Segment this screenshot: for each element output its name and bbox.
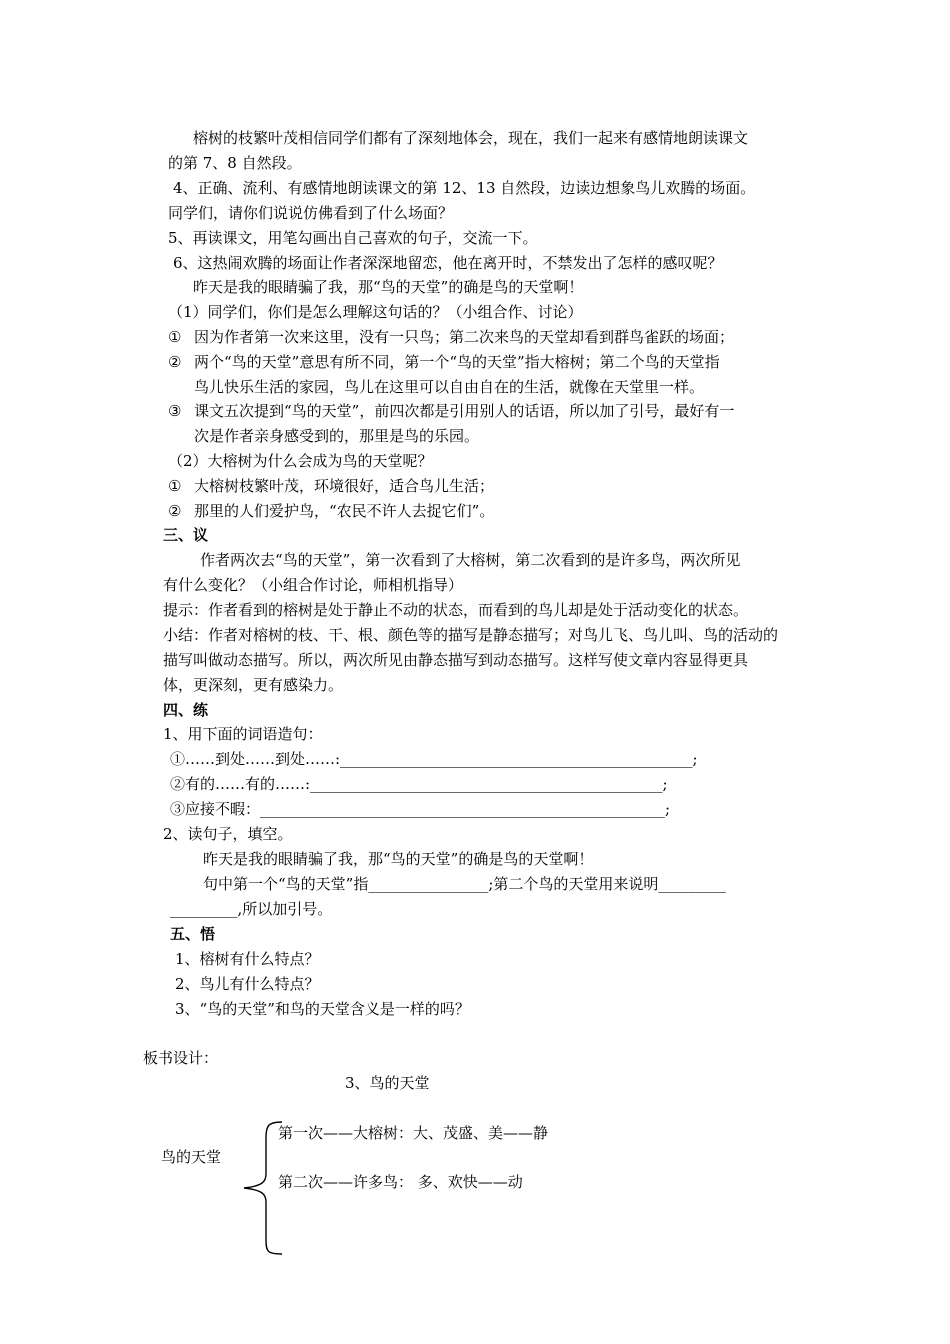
item5: 5、再读课文，用笔勾画出自己喜欢的句子，交流一下。 (168, 229, 538, 247)
q1-answer-2 (168, 352, 720, 372)
section4-heading: 四、练 (163, 701, 209, 719)
section5-heading: 五、悟 (170, 925, 216, 943)
exercise2-title: 2、读句子，填空。 (163, 825, 293, 843)
section3-hint: 提示：作者看到的榕树是处于静止不动的状态，而看到的鸟儿却是处于活动变化的状态。 (163, 601, 749, 619)
exercise1-sentence3: ③应接不暇：______________________________________________________; (170, 800, 671, 818)
exercise2-fill-line1: 句中第一个“鸟的天堂”指________________;第二个鸟的天堂用来说明_________ (203, 875, 726, 893)
item4-line2: 同学们，请你们说说仿佛看到了什么场面？ (168, 204, 454, 222)
item6: 6、这热闹欢腾的场面让作者深深地留恋，他在离开时，不禁发出了怎样的感叹呢？ (173, 254, 723, 272)
exercise2-fill-line2: _________,所以加引号。 (170, 900, 333, 918)
q1-answer-1 (168, 327, 734, 347)
q1-a2-text2: 鸟儿快乐生活的家园，鸟儿在这里可以自由自在的生活，就像在天堂里一样。 (194, 378, 705, 396)
section5-question1: 1、榕树有什么特点？ (175, 950, 320, 968)
section3-line2: 有什么变化？（小组合作讨论，师相机指导） (163, 576, 464, 594)
section5-question3: 3、“鸟的天堂”和鸟的天堂含义是一样的吗？ (175, 1000, 470, 1018)
board-left-label: 鸟的天堂 (161, 1148, 222, 1166)
section3-summary-line2: 描写叫做动态描写。所以，两次所见由静态描写到动态描写。这样写使文章内容显得更具 (163, 651, 749, 669)
quote-sentence: 昨天是我的眼睛骗了我，那“鸟的天堂”的确是鸟的天堂啊！ (193, 278, 584, 296)
q1-title: （1）同学们，你们是怎么理解这句话的？（小组合作、讨论） (168, 303, 583, 321)
intro-paragraph-line2: 的第 7、8 自然段。 (168, 154, 302, 172)
exercise1-sentence2: ②有的……有的……:_______________________________________________; (170, 775, 668, 793)
q2-a2-marker: ② (168, 502, 182, 520)
section3-heading: 三、议 (163, 526, 209, 544)
q1-a2-text1: 两个“鸟的天堂”意思有所不同，第一个“鸟的天堂”指大榕树；第二个鸟的天堂指 (194, 353, 720, 371)
q2-answer-1 (168, 476, 494, 496)
board-brace-icon (238, 1120, 288, 1260)
q1-a2-marker: ② (168, 353, 182, 371)
board-title: 3、鸟的天堂 (345, 1074, 430, 1092)
section3-line1: 作者两次去“鸟的天堂”，第一次看到了大榕树，第二次看到的是许多鸟，两次所见 (200, 551, 741, 569)
board-row-first: 第一次——大榕树：大、茂盛、美——静 (278, 1124, 549, 1142)
q1-a1-marker: ① (168, 328, 182, 346)
section3-summary-line1: 小结：作者对榕树的枝、干、根、颜色等的描写是静态描写；对鸟儿飞、鸟儿叫、鸟的活动的 (163, 626, 779, 644)
q2-answer-2 (168, 501, 494, 521)
intro-paragraph-line1: 榕树的枝繁叶茂相信同学们都有了深刻地体会，现在，我们一起来有感情地朗读课文 (193, 129, 749, 147)
item4-line1: 4、正确、流利、有感情地朗读课文的第 12、13 自然段，边读边想象鸟儿欢腾的场面。 (173, 179, 756, 197)
exercise1-title: 1、用下面的词语造句： (163, 725, 323, 743)
q1-answer-3 (168, 401, 734, 421)
q2-a2-text: 那里的人们爱护鸟，“农民不许人去捉它们”。 (194, 502, 495, 520)
exercise2-quote: 昨天是我的眼睛骗了我，那“鸟的天堂”的确是鸟的天堂啊！ (203, 850, 594, 868)
section3-summary-line3: 体，更深刻，更有感染力。 (163, 676, 344, 694)
q1-a3-text1: 课文五次提到“鸟的天堂”，前四次都是引用别人的话语，所以加了引号，最好有一 (194, 402, 735, 420)
exercise1-sentence1: ①……到处……到处……:_______________________________________________; (170, 750, 698, 768)
board-row-second: 第二次——许多鸟： 多、欢快——动 (278, 1173, 523, 1191)
section5-question2: 2、鸟儿有什么特点？ (175, 975, 320, 993)
q1-a3-text2: 次是作者亲身感受到的，那里是鸟的乐园。 (194, 427, 480, 445)
q2-a1-marker: ① (168, 477, 182, 495)
q1-a1-text: 因为作者第一次来这里，没有一只鸟；第二次来鸟的天堂却看到群鸟雀跃的场面； (194, 328, 735, 346)
q2-title: （2）大榕树为什么会成为鸟的天堂呢？ (168, 452, 433, 470)
board-design-label: 板书设计： (143, 1049, 219, 1067)
q2-a1-text: 大榕树枝繁叶茂，环境很好，适合鸟儿生活； (194, 477, 495, 495)
q1-a3-marker: ③ (168, 402, 182, 420)
